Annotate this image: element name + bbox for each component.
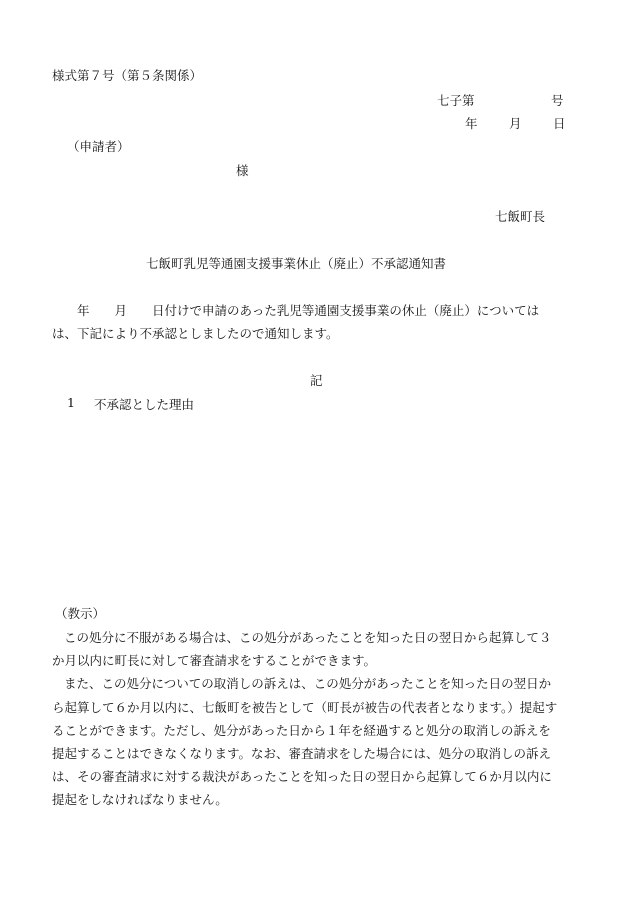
- notice-body: [52, 628, 592, 814]
- date-day-label: 日: [553, 116, 566, 131]
- notice-line: ることができます。ただし、処分があった日から１年を経過すると処分の取消しの訴えを: [52, 722, 551, 738]
- notice-line: また、この処分についての取消しの訴えは、この処分があったことを知った日の翌日か: [64, 676, 552, 692]
- applicant-label: （申請者）: [67, 139, 130, 154]
- notice-heading: （教示）: [55, 606, 106, 621]
- form-number: 様式第７号（第５条関係）: [52, 68, 203, 83]
- date-month-label: 月: [509, 116, 522, 131]
- ki-heading: 記: [310, 373, 323, 388]
- document-number-suffix: 号: [551, 93, 564, 108]
- issuer-name: 七飯町長: [495, 209, 546, 224]
- document-title: 七飯町乳児等通園支援事業休止（廃止）不承認通知書: [146, 256, 447, 271]
- item-number: 1: [67, 395, 75, 410]
- body-text-line-2: は、下記により不承認としましたので通知します。: [52, 326, 339, 341]
- addressee-honorific: 様: [236, 163, 249, 178]
- notice-line: ら起算して６か月以内に、七飯町を被告として（町長が被告の代表者となります。）提起す: [52, 699, 558, 715]
- notice-line: は、その審査請求に対する裁決があったことを知った日の翌日から起算して６か月以内に: [52, 769, 552, 785]
- item-label: 不承認とした理由: [94, 397, 195, 412]
- notice-line: 提起することはできなくなります。なお、審査請求をした場合には、処分の取消しの訴え: [52, 745, 552, 761]
- notice-line: か月以内に町長に対して審査請求をすることができます。: [52, 653, 377, 669]
- body-text-line-1: 年 月 日付けで申請のあった乳児等通園支援事業の休止（廃止）については: [52, 303, 540, 318]
- document-number-prefix: 七子第: [437, 93, 475, 108]
- notice-line: この処分に不服がある場合は、この処分があったことを知った日の翌日から起算して３: [64, 630, 552, 645]
- notice-line: 提起をしなければなりません。: [52, 792, 228, 808]
- date-year-label: 年: [465, 116, 478, 131]
